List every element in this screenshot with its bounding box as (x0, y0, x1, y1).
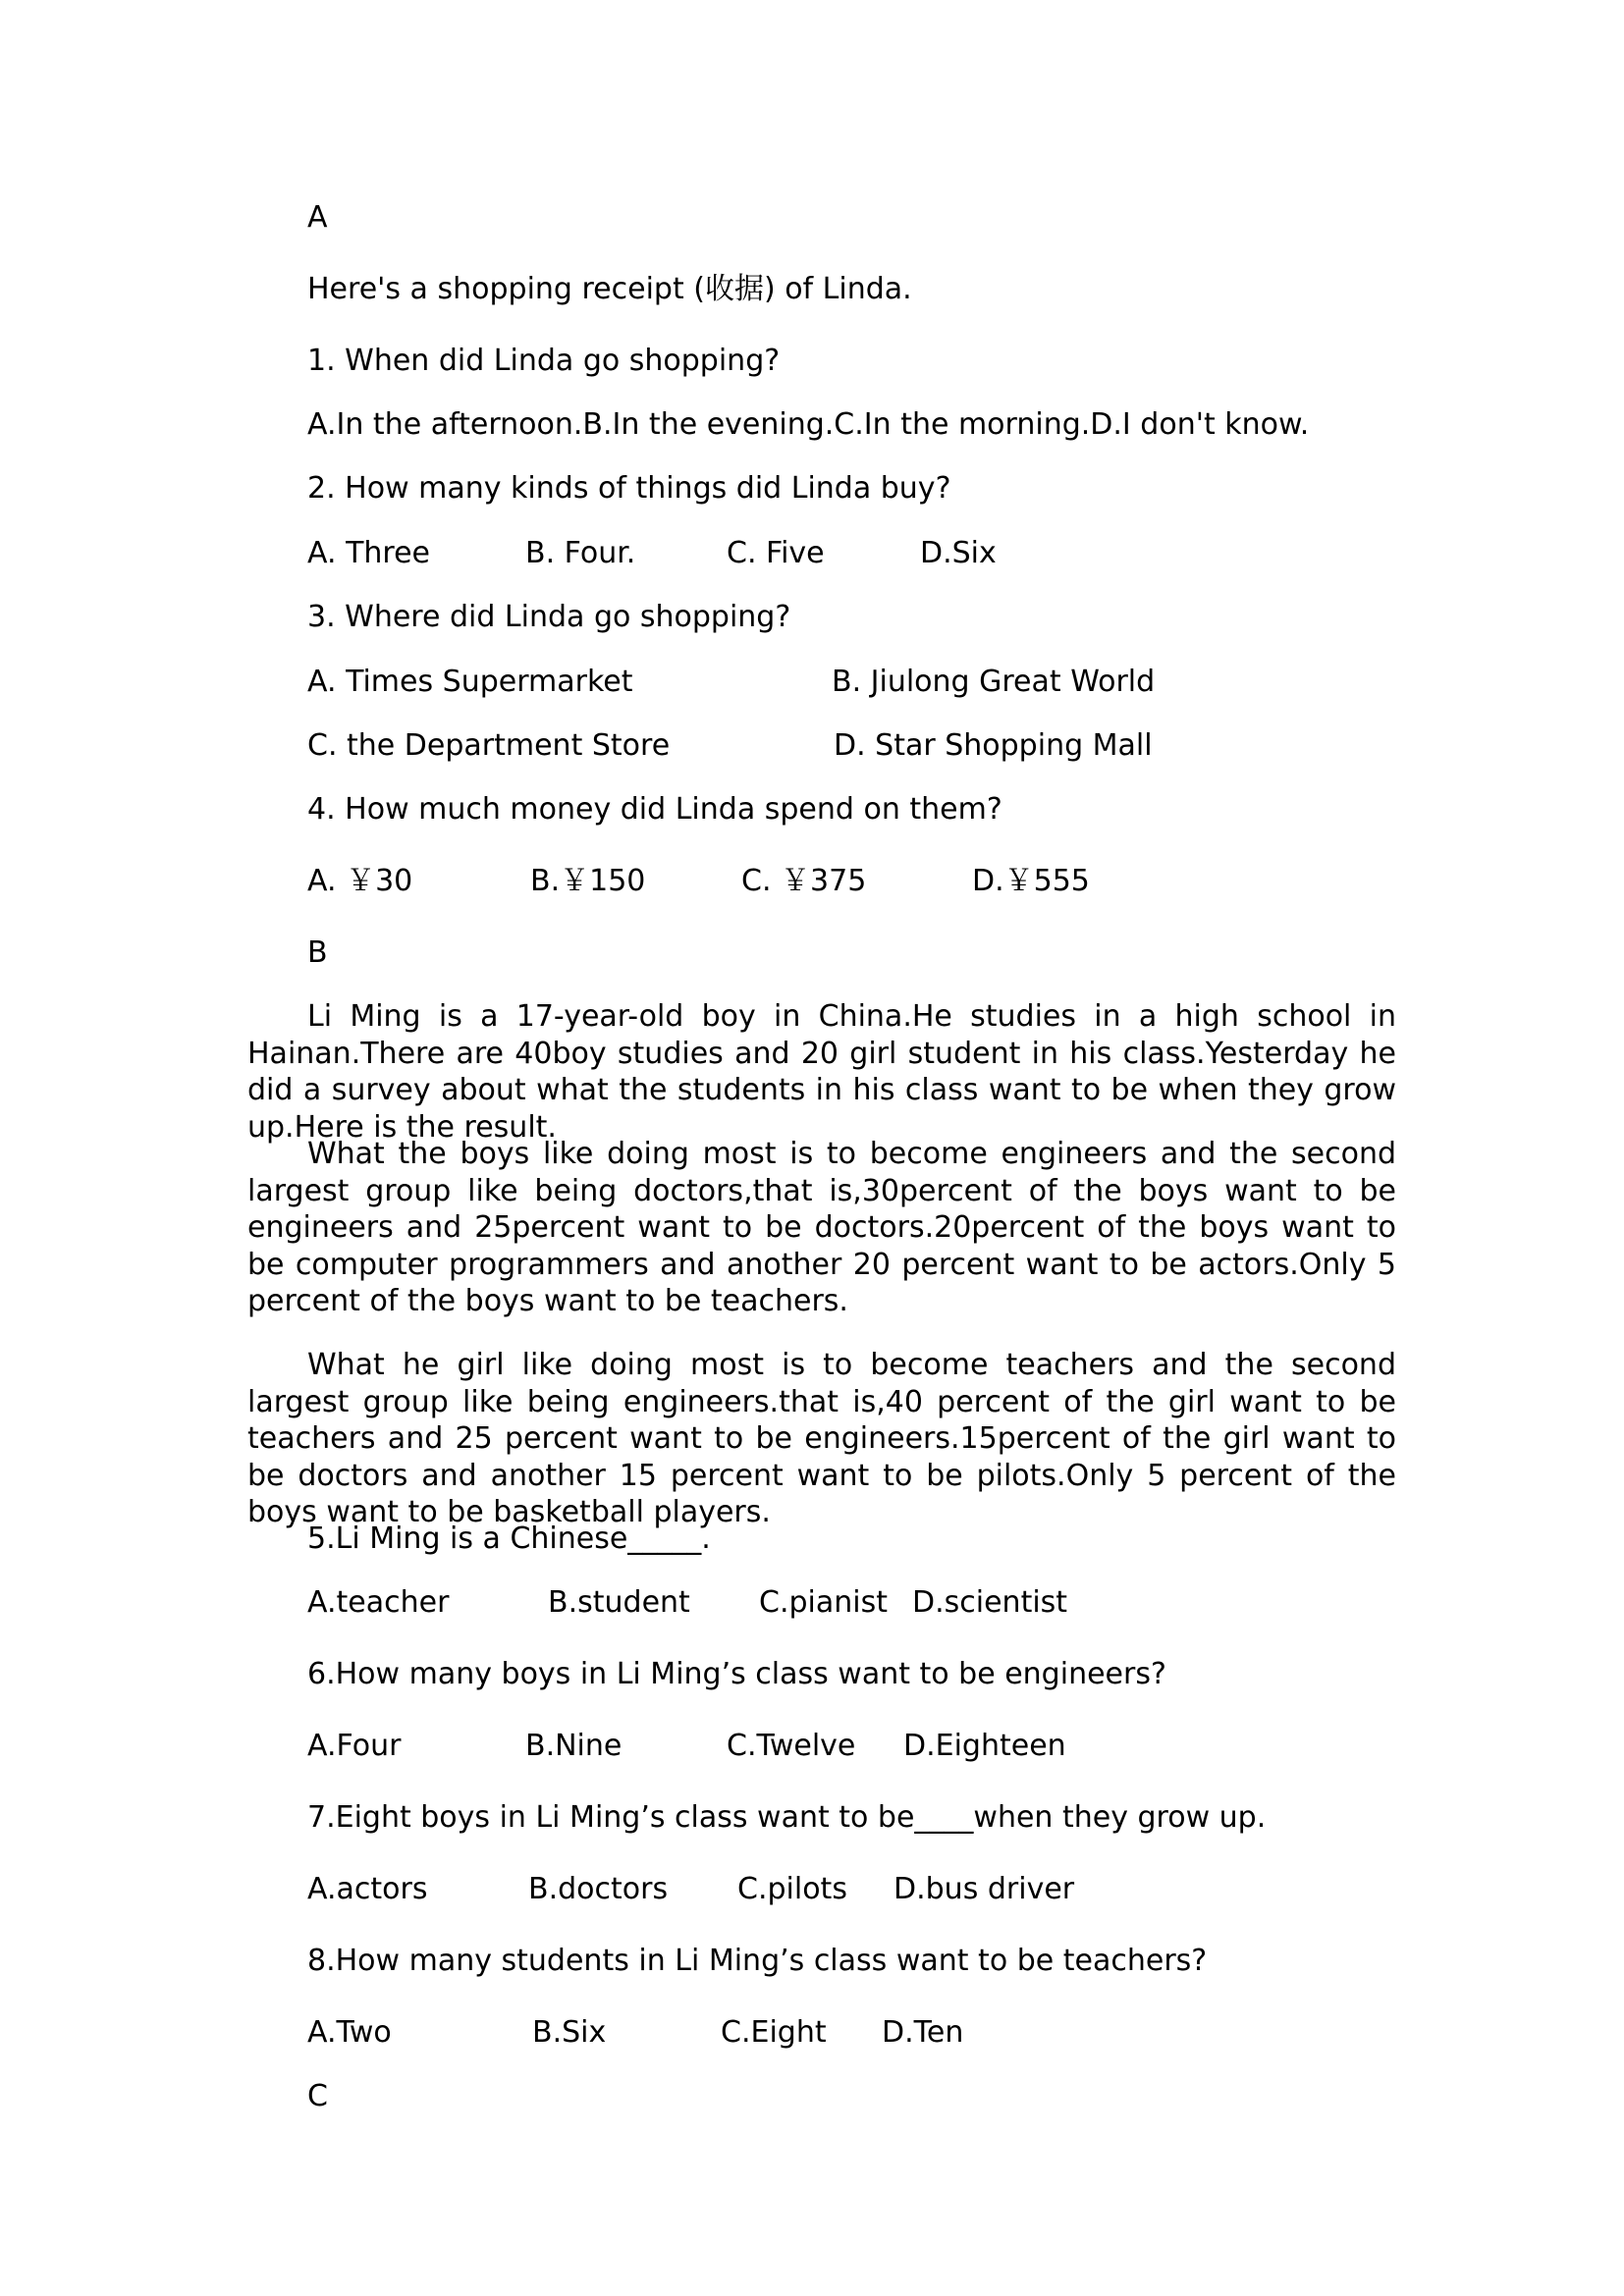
q6-option-b: B.Nine (525, 1729, 623, 1763)
question-8: 8.How many students in Li Ming’s class want to be teachers? (307, 1944, 1208, 1978)
question-3: 3. Where did Linda go shopping? (307, 600, 791, 634)
question-6: 6.How many boys in Li Ming’s class want to be engineers? (307, 1657, 1166, 1691)
q7-option-b: B.doctors (528, 1872, 669, 1906)
q2-option-b: B. Four. (525, 536, 636, 570)
q8-option-d: D.Ten (882, 2015, 964, 2050)
q5-option-d: D.scientist (912, 1585, 1068, 1620)
q6-option-a: A.Four (307, 1729, 402, 1763)
q5-option-b: B.student (548, 1585, 690, 1620)
q4-option-c: C. ￥375 (741, 864, 867, 898)
q6-option-d: D.Eighteen (903, 1729, 1066, 1763)
passage-paragraph-3: What he girl like doing most is to become teachers and the second largest group like being engineers.that is,40 percent of the girl want to be teachers and 25 percent want to be engineers.15percent of the girl want to be doctors and another 15 percent want to be pilots.Only 5 percent of the boys want to be basketball players. (247, 1348, 1396, 1529)
question-7: 7.Eight boys in Li Ming’s class want to be____when they grow up. (307, 1800, 1267, 1835)
q8-option-b: B.Six (532, 2015, 607, 2050)
q7-option-a: A.actors (307, 1872, 428, 1906)
q3-option-a: A. Times Supermarket (307, 665, 633, 699)
q5-option-a: A.teacher (307, 1585, 450, 1620)
q2-option-a: A. Three (307, 536, 430, 570)
section-b-label: B (307, 935, 328, 970)
q7-option-d: D.bus driver (893, 1872, 1075, 1906)
section-c-label: C (307, 2079, 328, 2113)
question-2: 2. How many kinds of things did Linda buy? (307, 471, 951, 506)
q4-option-a: A. ￥30 (307, 864, 413, 898)
section-a-label: A (307, 200, 328, 235)
q3-option-c: C. the Department Store (307, 728, 671, 763)
q5-option-c: C.pianist (759, 1585, 888, 1620)
q2-option-c: C. Five (727, 536, 825, 570)
question-4: 4. How much money did Linda spend on them? (307, 792, 1002, 827)
question-1: 1. When did Linda go shopping? (307, 344, 781, 378)
q2-option-d: D.Six (920, 536, 997, 570)
q4-option-d: D.￥555 (972, 864, 1090, 898)
q4-option-b: B.￥150 (530, 864, 646, 898)
q3-option-d: D. Star Shopping Mall (834, 728, 1153, 763)
q7-option-c: C.pilots (737, 1872, 847, 1906)
passage-paragraph-1: Li Ming is a 17-year-old boy in China.He studies in a high school in Hainan.There are 40boy studies and 20 girl student in his class.Yesterday he did a survey about what the students in his class want to be when they grow up.Here is the result. (247, 999, 1396, 1145)
q8-option-a: A.Two (307, 2015, 392, 2050)
passage-paragraph-2: What the boys like doing most is to become engineers and the second largest group like being doctors,that is,30percent of the boys want to be engineers and 25percent want to be doctors.20percent of the boys want to be computer programmers and another 20 percent want to be actors.Only 5 percent of the boys want to be teachers. (247, 1137, 1396, 1318)
question-5: 5.Li Ming is a Chinese_____. (307, 1522, 711, 1556)
question-1-options: A.In the afternoon.B.In the evening.C.In the morning.D.I don't know. (307, 407, 1310, 442)
section-a-intro: Here's a shopping receipt (收据) of Linda. (307, 272, 912, 306)
q8-option-c: C.Eight (721, 2015, 827, 2050)
q3-option-b: B. Jiulong Great World (832, 665, 1156, 699)
q6-option-c: C.Twelve (727, 1729, 856, 1763)
